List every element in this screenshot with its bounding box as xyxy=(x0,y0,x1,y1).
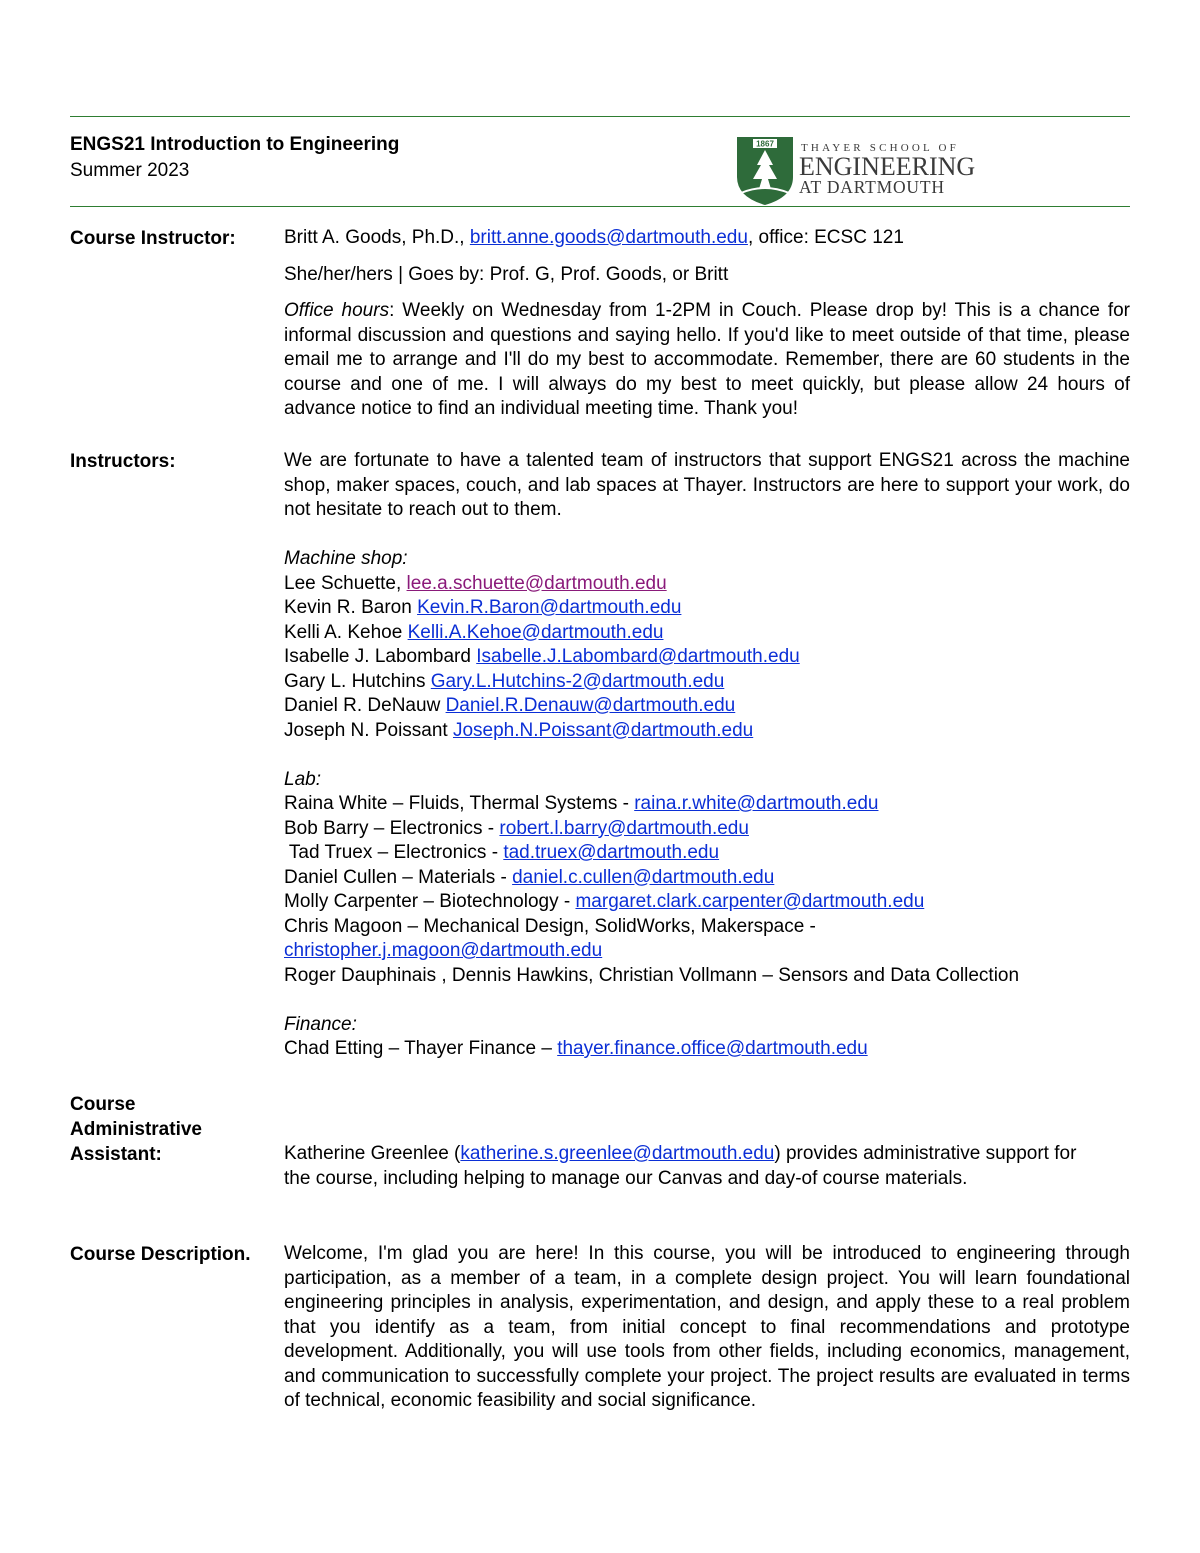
admin-label: Course Administrative Assistant: xyxy=(70,1094,202,1165)
instructors-block xyxy=(284,449,1130,1062)
list-item: Daniel Cullen – Materials - daniel.c.cullen@dartmouth.edu xyxy=(284,866,775,888)
list-item: Isabelle J. Labombard Isabelle.J.Labombard@dartmouth.edu xyxy=(284,646,800,667)
instructor-email-link[interactable]: britt.anne.goods@dartmouth.edu xyxy=(469,227,748,248)
logo-line3: AT DARTMOUTH xyxy=(799,177,945,197)
email-link[interactable]: Daniel.R.Denauw@dartmouth.edu xyxy=(445,695,736,716)
admin-email-link[interactable]: katherine.s.greenlee@dartmouth.edu xyxy=(460,1143,775,1164)
email-link[interactable]: Gary.L.Hutchins-2@dartmouth.edu xyxy=(430,670,725,692)
thayer-logo xyxy=(735,135,985,207)
list-item: Roger Dauphinais , Dennis Hawkins, Christian Vollmann – Sensors and Data Collection xyxy=(284,964,1020,986)
list-item: Daniel R. DeNauw Daniel.R.Denauw@dartmouth.edu xyxy=(284,695,736,716)
instructors-label: Instructors: xyxy=(70,451,176,472)
logo-year: 1867 xyxy=(756,139,774,149)
admin-paragraph: Katherine Greenlee (katherine.s.greenlee@dartmouth.edu) provides administrative support for the course, including helping to manage our Canvas and day-of course materials. xyxy=(284,1143,1077,1189)
course-description-label: Course Description. xyxy=(70,1244,251,1265)
email-link[interactable]: christopher.j.magoon@dartmouth.edu xyxy=(284,940,603,961)
logo-line1: THAYER SCHOOL OF xyxy=(801,142,959,154)
finance-email-link[interactable]: thayer.finance.office@dartmouth.edu xyxy=(557,1038,868,1059)
email-link[interactable]: daniel.c.cullen@dartmouth.edu xyxy=(512,866,775,888)
instructor-pronouns: She/her/hers | Goes by: Prof. G, Prof. Goods, or Britt xyxy=(284,263,729,285)
email-link[interactable]: Joseph.N.Poissant@dartmouth.edu xyxy=(452,719,754,741)
instructor-office: , office: ECSC 121 xyxy=(747,227,904,248)
course-title: ENGS21 Introduction to Engineering xyxy=(70,134,400,155)
machine-shop-list xyxy=(284,572,1130,744)
list-item: Lee Schuette, lee.a.schuette@dartmouth.edu xyxy=(284,572,667,594)
list-item: Molly Carpenter – Biotechnology - margaret.clark.carpenter@dartmouth.edu xyxy=(284,891,925,912)
instructor-contact-line xyxy=(284,226,1130,251)
email-link[interactable]: Isabelle.J.Labombard@dartmouth.edu xyxy=(476,646,800,667)
course-instructor-label: Course Instructor: xyxy=(70,228,236,249)
machine-shop-heading: Machine shop: xyxy=(284,548,408,569)
list-item: Bob Barry – Electronics - robert.l.barry@dartmouth.edu xyxy=(284,817,749,839)
list-item xyxy=(284,939,1130,964)
list-item: Kelli A. Kehoe Kelli.A.Kehoe@dartmouth.edu xyxy=(284,621,664,643)
course-instructor-block xyxy=(284,226,1130,422)
list-item: Tad Truex – Electronics - tad.truex@dartmouth.edu xyxy=(284,842,720,863)
admin-block xyxy=(284,1142,1084,1191)
instructors-intro: We are fortunate to have a talented team of instructors that support ENGS21 across the machine shop, maker spaces, couch, and lab spaces at Thayer. Instructors are here to support your work, do not hesitate to reach out to them. xyxy=(284,450,1130,520)
office-hours-paragraph xyxy=(284,299,1130,422)
email-link[interactable]: lee.a.schuette@dartmouth.edu xyxy=(406,572,667,594)
email-link[interactable]: Kelli.A.Kehoe@dartmouth.edu xyxy=(407,621,664,643)
list-item: Raina White – Fluids, Thermal Systems - raina.r.white@dartmouth.edu xyxy=(284,793,879,814)
top-rule xyxy=(70,116,1130,117)
email-link[interactable]: tad.truex@dartmouth.edu xyxy=(503,842,720,863)
finance-line: Chad Etting – Thayer Finance – thayer.finance.office@dartmouth.edu xyxy=(284,1038,868,1059)
list-item: Joseph N. Poissant Joseph.N.Poissant@dartmouth.edu xyxy=(284,719,754,741)
course-description-block xyxy=(284,1242,1130,1414)
email-link[interactable]: robert.l.barry@dartmouth.edu xyxy=(499,817,749,839)
lab-heading: Lab: xyxy=(284,768,321,790)
email-link[interactable]: margaret.clark.carpenter@dartmouth.edu xyxy=(575,891,925,912)
list-item: Chris Magoon – Mechanical Design, SolidWorks, Makerspace - xyxy=(284,915,816,937)
logo-line2: ENGINEERING xyxy=(799,152,976,181)
list-item: Kevin R. Baron Kevin.R.Baron@dartmouth.edu xyxy=(284,597,682,618)
lab-list xyxy=(284,792,1130,988)
list-item: Gary L. Hutchins Gary.L.Hutchins-2@dartmouth.edu xyxy=(284,670,725,692)
email-link[interactable]: raina.r.white@dartmouth.edu xyxy=(634,793,879,814)
finance-heading: Finance: xyxy=(284,1013,357,1035)
course-description-text: Welcome, I'm glad you are here! In this course, you will be introduced to engineering through participation, as a member of a team, in a complete design project. You will learn foundational engineering principles in analysis, experimentation, and design, and apply these to a real problem that you identify as a team, from initial concept to final recommendations and prototype development. Additionally, you will use tools from other fields, including economics, management, and communication to successfully complete your project. The project results are evaluated in terms of technical, economic feasibility and social significance. xyxy=(284,1243,1130,1411)
header-rule xyxy=(70,206,1130,207)
office-hours-text: : Weekly on Wednesday from 1-2PM in Couch. Please drop by! This is a chance for informal discussion and questions and saying hello. If you'd like to meet outside of that time, please email me to arrange and I'll do my best to accommodate. Remember, there are 60 students in the course and one of me. I will always do my best to meet quickly, but please allow 24 hours of advance notice to find an individual meeting time. Thank you! xyxy=(284,300,1130,419)
instructor-name: Britt A. Goods, Ph.D., xyxy=(284,227,465,248)
course-term: Summer 2023 xyxy=(70,160,190,181)
office-hours-label: Office hours xyxy=(284,300,390,321)
email-link[interactable]: Kevin.R.Baron@dartmouth.edu xyxy=(417,597,682,618)
